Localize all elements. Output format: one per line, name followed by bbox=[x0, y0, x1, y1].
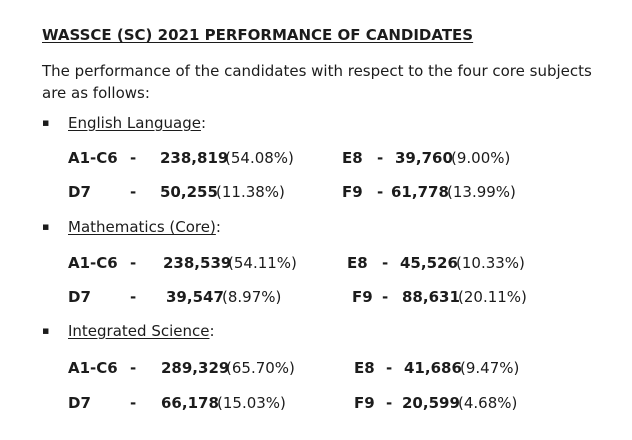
percentage: (20.11%) bbox=[458, 288, 527, 306]
dash: - bbox=[377, 183, 384, 201]
grade-label: E8 bbox=[347, 254, 368, 272]
candidate-count: 238,539 bbox=[163, 254, 232, 272]
candidate-count: 41,686 bbox=[404, 359, 462, 377]
intro-paragraph: The performance of the candidates with respect to the four core subjects are as follows: bbox=[42, 62, 592, 102]
grade-label: F9 bbox=[352, 288, 373, 306]
candidate-count: 289,329 bbox=[161, 359, 230, 377]
grade-label: A1-C6 bbox=[68, 359, 118, 377]
dash: - bbox=[130, 359, 137, 377]
candidate-count: 66,178 bbox=[161, 394, 219, 412]
bullet-icon: ▪ bbox=[42, 220, 50, 233]
candidate-count: 88,631 bbox=[402, 288, 460, 306]
dash: - bbox=[130, 394, 137, 412]
document-title: WASSCE (SC) 2021 PERFORMANCE OF CANDIDATES bbox=[42, 26, 474, 44]
subject-colon: : bbox=[209, 322, 215, 340]
candidate-count: 20,599 bbox=[402, 394, 460, 412]
subject-name: English Language bbox=[68, 114, 201, 132]
grade-label: E8 bbox=[354, 359, 375, 377]
dash: - bbox=[382, 288, 389, 306]
percentage: (10.33%) bbox=[456, 254, 525, 272]
grade-label: F9 bbox=[354, 394, 375, 412]
subject-name: Integrated Science bbox=[68, 322, 210, 340]
percentage: (4.68%) bbox=[458, 394, 518, 412]
dash: - bbox=[382, 254, 389, 272]
bullet-icon: ▪ bbox=[42, 324, 50, 337]
candidate-count: 238,819 bbox=[160, 149, 229, 167]
candidate-count: 39,547 bbox=[166, 288, 224, 306]
percentage: (15.03%) bbox=[217, 394, 286, 412]
grade-label: F9 bbox=[342, 183, 363, 201]
subject-colon: : bbox=[215, 218, 221, 236]
dash: - bbox=[386, 359, 393, 377]
dash: - bbox=[130, 254, 137, 272]
candidate-count: 61,778 bbox=[391, 183, 449, 201]
dash: - bbox=[377, 149, 384, 167]
subject-name: Mathematics (Core) bbox=[68, 218, 216, 236]
dash: - bbox=[130, 149, 137, 167]
subject-heading bbox=[42, 114, 206, 132]
grade-label: D7 bbox=[68, 183, 91, 201]
percentage: (54.11%) bbox=[228, 254, 297, 272]
percentage: (8.97%) bbox=[222, 288, 282, 306]
percentage: (11.38%) bbox=[216, 183, 285, 201]
grade-label: A1-C6 bbox=[68, 254, 118, 272]
percentage: (54.08%) bbox=[225, 149, 294, 167]
dash: - bbox=[130, 288, 137, 306]
percentage: (9.47%) bbox=[460, 359, 520, 377]
grade-label: D7 bbox=[68, 288, 91, 306]
candidate-count: 39,760 bbox=[395, 149, 453, 167]
percentage: (13.99%) bbox=[447, 183, 516, 201]
grade-label: D7 bbox=[68, 394, 91, 412]
percentage: (9.00%) bbox=[451, 149, 511, 167]
candidate-count: 50,255 bbox=[160, 183, 218, 201]
candidate-count: 45,526 bbox=[400, 254, 458, 272]
subject-heading bbox=[42, 218, 221, 236]
percentage: (65.70%) bbox=[226, 359, 295, 377]
dash: - bbox=[386, 394, 393, 412]
grade-label: A1-C6 bbox=[68, 149, 118, 167]
subject-colon: : bbox=[200, 114, 207, 132]
bullet-icon: ▪ bbox=[42, 116, 50, 129]
subject-heading bbox=[42, 322, 215, 340]
grade-label: E8 bbox=[342, 149, 363, 167]
dash: - bbox=[130, 183, 137, 201]
